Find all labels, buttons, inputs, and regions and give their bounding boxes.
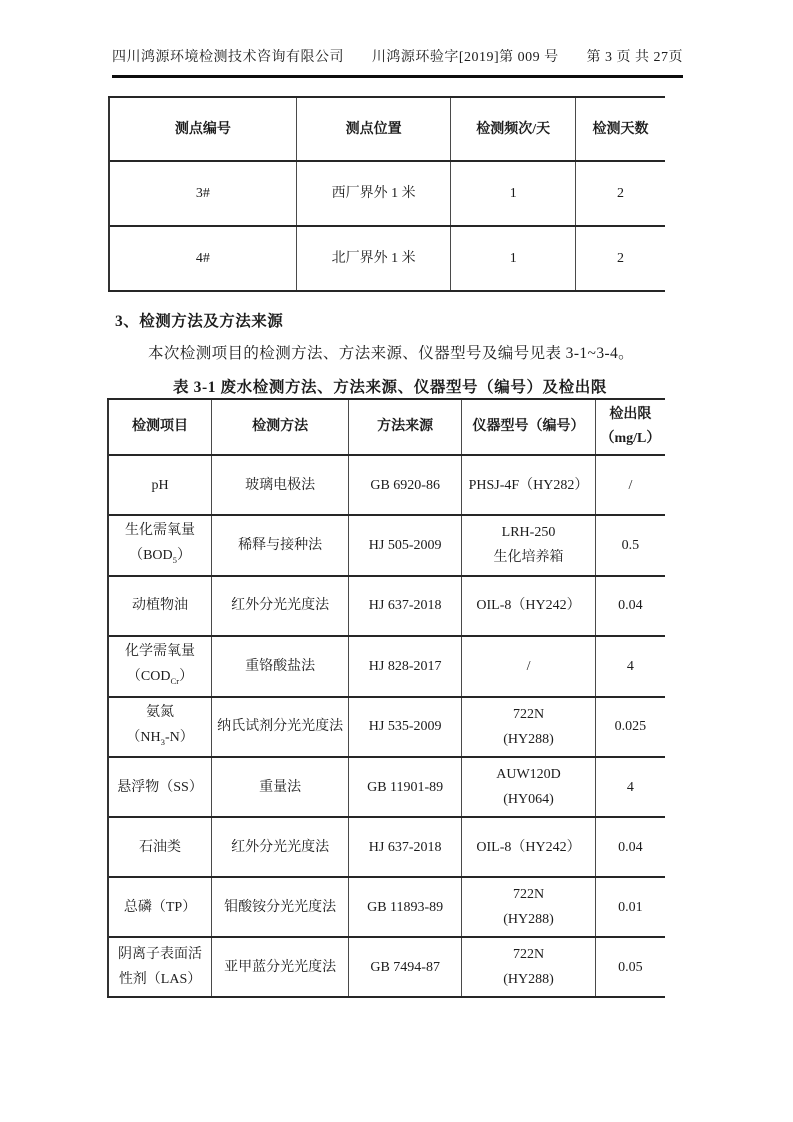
column-header: 测点位置 (296, 97, 451, 161)
table-cell: AUW120D (HY064) (462, 757, 596, 817)
table-row (108, 937, 665, 997)
table-cell: 重铬酸盐法 (212, 636, 349, 697)
column-header: 仪器型号（编号） (462, 399, 596, 455)
page-number: 第 3 页 共 27页 (586, 50, 683, 65)
table-row (108, 455, 665, 515)
table-cell: 纳氏试剂分光光度法 (212, 697, 349, 758)
table-title: 表 3-1 废水检测方法、方法来源、仪器型号（编号）及检出限 (173, 379, 607, 396)
table-cell: HJ 637-2018 (349, 576, 462, 636)
page-header (112, 46, 683, 78)
table-cell: 0.04 (595, 817, 665, 877)
table-cell: 4 (595, 757, 665, 817)
table-cell: 总磷（TP） (108, 877, 212, 937)
table-cell: 石油类 (108, 817, 212, 877)
table-row (109, 226, 665, 291)
table-cell: 722N (HY288) (462, 697, 596, 758)
table-row (109, 161, 665, 226)
table-cell: 2 (575, 226, 665, 291)
table-cell: 0.05 (595, 937, 665, 997)
table-cell: 0.5 (595, 515, 665, 576)
table-cell: OIL-8（HY242） (462, 576, 596, 636)
monitoring-points-table (108, 96, 665, 292)
company-name: 四川鸿源环境检测技术咨询有限公司 (112, 50, 344, 65)
column-header: 检测项目 (108, 399, 212, 455)
table-cell: LRH-250 生化培养箱 (462, 515, 596, 576)
table-cell: pH (108, 455, 212, 515)
table-cell: 玻璃电极法 (212, 455, 349, 515)
table-cell: 动植物油 (108, 576, 212, 636)
table-cell: 0.01 (595, 877, 665, 937)
table-cell: 722N (HY288) (462, 877, 596, 937)
table-row (108, 576, 665, 636)
column-header: 检出限 （mg/L） (595, 399, 665, 455)
table-cell: 钼酸铵分光光度法 (212, 877, 349, 937)
table-cell: 阴离子表面活 性剂（LAS） (108, 937, 212, 997)
table-cell: 2 (575, 161, 665, 226)
table-cell: 722N (HY288) (462, 937, 596, 997)
table-cell: 3# (109, 161, 296, 226)
table-row (108, 817, 665, 877)
table-cell: 4 (595, 636, 665, 697)
table-cell: 4# (109, 226, 296, 291)
table-cell: GB 6920-86 (349, 455, 462, 515)
column-header: 检测天数 (575, 97, 665, 161)
column-header: 检测方法 (212, 399, 349, 455)
table-cell: 氨氮 $(NH_3-N)$ (108, 697, 212, 758)
table-cell: 0.04 (595, 576, 665, 636)
table-cell: HJ 828-2017 (349, 636, 462, 697)
table-cell: GB 7494-87 (349, 937, 462, 997)
column-header: 检测频次/天 (451, 97, 576, 161)
body-paragraph: 本次检测项目的检测方法、方法来源、仪器型号及编号见表 3-1~3-4。 (148, 345, 635, 362)
table-cell: PHSJ-4F（HY282） (462, 455, 596, 515)
table-cell: 1 (451, 161, 576, 226)
document-number: 川鸿源环验字[2019]第 009 号 (371, 50, 559, 65)
table-cell: 悬浮物（SS） (108, 757, 212, 817)
table-cell: 西厂界外 1 米 (296, 161, 451, 226)
table-row (108, 877, 665, 937)
table-row (108, 757, 665, 817)
wastewater-methods-table (107, 398, 665, 998)
table-cell: 1 (451, 226, 576, 291)
table-cell: 0.025 (595, 697, 665, 758)
column-header: 测点编号 (109, 97, 296, 161)
column-header: 方法来源 (349, 399, 462, 455)
table-row (108, 515, 665, 576)
table-cell: / (462, 636, 596, 697)
table-header-row (109, 97, 665, 161)
table-cell: 红外分光光度法 (212, 817, 349, 877)
table-row (108, 636, 665, 697)
table-cell: 重量法 (212, 757, 349, 817)
table-cell: HJ 535-2009 (349, 697, 462, 758)
table-cell: / (595, 455, 665, 515)
section-heading: 3、检测方法及方法来源 (115, 313, 284, 330)
table-header-row (108, 399, 665, 455)
table-row (108, 697, 665, 758)
table-cell: GB 11901-89 (349, 757, 462, 817)
table-cell: HJ 505-2009 (349, 515, 462, 576)
table-cell: GB 11893-89 (349, 877, 462, 937)
table-cell: 化学需氧量 $(COD_{Cr})$ (108, 636, 212, 697)
table-cell: HJ 637-2018 (349, 817, 462, 877)
table-cell: 亚甲蓝分光光度法 (212, 937, 349, 997)
table-cell: 稀释与接种法 (212, 515, 349, 576)
table-cell: 北厂界外 1 米 (296, 226, 451, 291)
table-cell: 生化需氧量 $(BOD_5)$ (108, 515, 212, 576)
table-cell: OIL-8（HY242） (462, 817, 596, 877)
table-cell: 红外分光光度法 (212, 576, 349, 636)
